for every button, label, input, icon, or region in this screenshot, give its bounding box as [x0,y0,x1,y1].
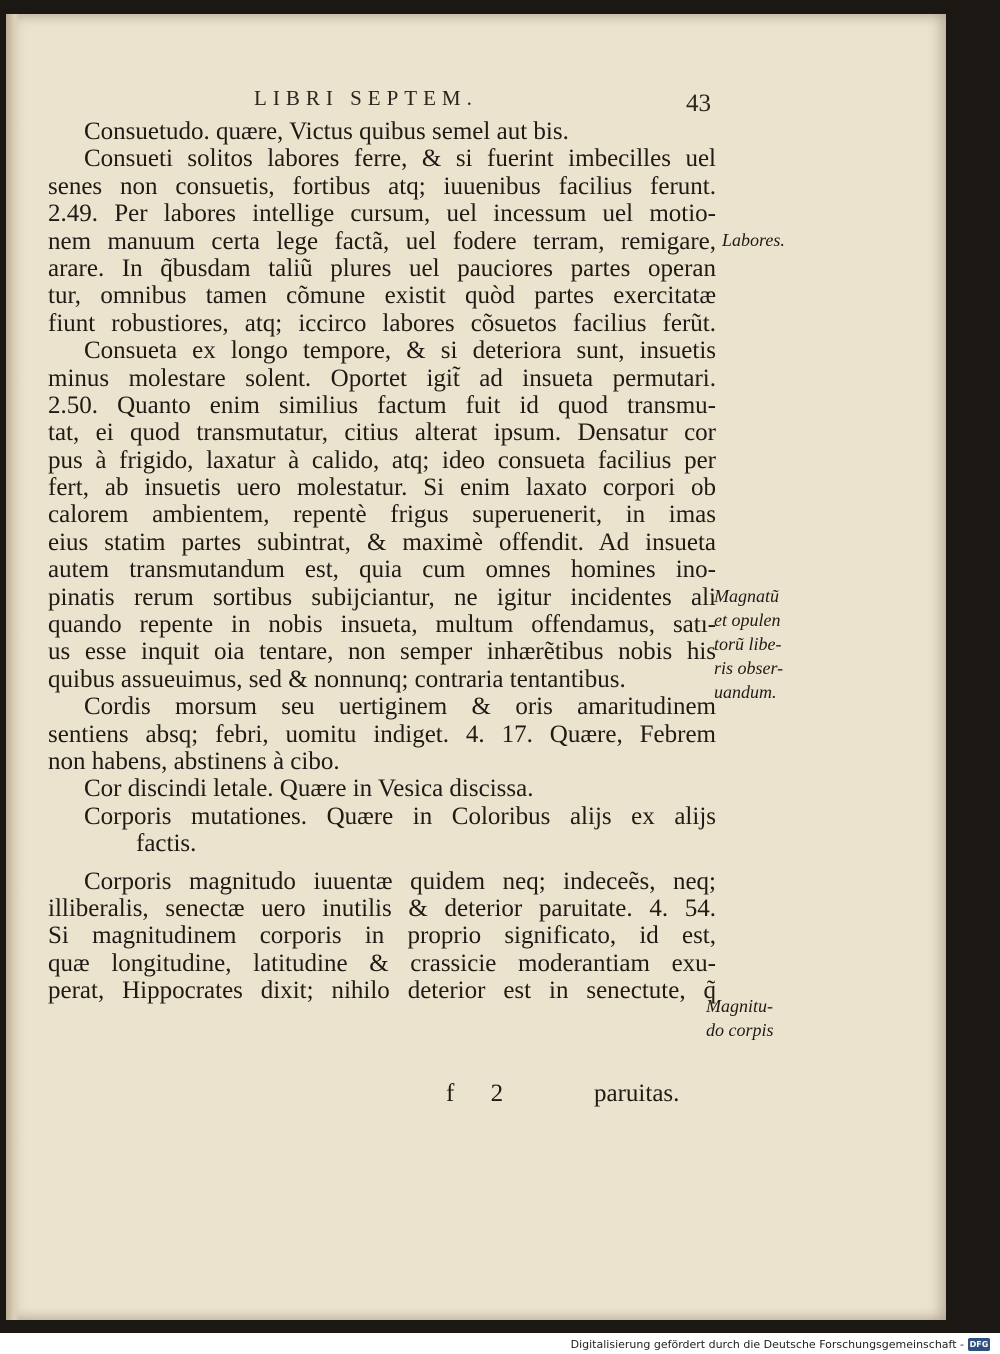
text-line: Corporis magnitudo iuuentæ quidem neq; indeceẽs, neq; [84,867,716,895]
text-line: quibus assueuimus, sed & nonnunq; contraria tentantibus. [48,665,626,693]
book-page [6,14,946,1320]
catchword: paruitas. [594,1080,680,1107]
text-line: us esse inquit oia tentare, non semper inhærẽtibus nobis his [48,638,716,666]
text-line: Consueta ex longo tempore, & si deteriora sunt, insuetis [84,337,716,365]
text-line: autem transmutandum est, quia cum omnes homines ino- [48,556,716,584]
text-line: minus molestare solent. Oportet igit̃ ad insueta permutari. [48,364,716,392]
body-text [48,118,716,1005]
text-line: Corporis mutationes. Quære in Coloribus alijs ex alijs [84,802,716,830]
signature-mark: f 2 [446,1080,504,1107]
text-line: non habens, abstinens à cibo. [48,747,340,775]
text-line: 2.50. Quanto enim similius factum fuit id quod transmu- [48,391,716,419]
text-line: perat, Hippocrates dixit; nihilo deterior est in senectute, q̃ [48,977,716,1005]
text-line: pinatis rerum sortibus subijciantur, ne igitur incidentes ali [48,583,716,611]
text-line: nem manuum certa lege factã, uel fodere terram, remigare, [48,227,716,255]
text-line: calorem ambientem, repentè frigus superuenerit, in imas [48,501,716,529]
text-line: arare. In q̃busdam taliũ plures uel pauciores partes operan [48,254,716,282]
margin-note-magnitudo [706,994,826,1042]
text-line: senes non consuetis, fortibus atq; iuuenibus facilius ferunt. [48,172,716,200]
text-line: quando repente in nobis insueta, multum offendamus, satı- [48,611,716,639]
digitization-credit [571,1336,990,1352]
margin-note-line: Labores. [722,230,785,250]
text-line: sentiens absq; febri, uomitu indiget. 4. 17. Quære, Febrem [48,720,716,748]
text-line: Si magnitudinem corporis in proprio significato, id est, [48,922,716,950]
text-line: eius statim partes subintrat, & maximè offendit. Ad insueta [48,528,716,556]
text-line: Consueti solitos labores ferre, & si fuerint imbecilles uel [84,145,716,173]
text-line: Cor discindi letale. Quære in Vesica discissa. [84,775,534,803]
running-head: LIBRI SEPTEM. [254,86,478,110]
margin-note-line: et opulen [714,610,781,630]
text-line: tur, omnibus tamen cõmune existit quòd partes exercitatæ [48,282,716,310]
page-gutter-shadow [6,14,20,1320]
credit-text: Digitalisierung gefördert durch die Deutsche Forschungsgemeinschaft - [570,1337,964,1351]
dfg-logo-icon: DFG [969,1339,989,1349]
page-header [6,76,946,116]
page-footer [6,1080,946,1110]
text-line: factis. [136,830,197,858]
text-line: tat, ei quod transmutatur, citius alterat ipsum. Densatur cor [48,419,716,447]
page-number: 43 [686,90,711,117]
text-line: Cordis morsum seu uertiginem & oris amaritudinem [84,693,716,721]
margin-note-labores [722,228,842,252]
margin-note-line: uandum. [714,682,777,702]
margin-note-line: do corpis [706,1020,774,1040]
text-line: pus à frigido, laxatur à calido, atq; ideo consueta facilius per [48,446,716,474]
text-line: quæ longitudine, latitudine & crassicie moderantiam exu- [48,949,716,977]
text-line: 2.49. Per labores intellige cursum, uel incessum uel motio- [48,200,716,228]
margin-note-line: torũ libe- [714,634,782,654]
text-line: fert, ab insuetis uero molestatur. Si enim laxato corpori ob [48,474,716,502]
margin-note-line: Magnatũ [714,586,779,606]
margin-note-line: ris obser- [714,658,784,678]
text-line: illiberalis, senectæ uero inutilis & deterior paruitate. 4. 54. [48,894,716,922]
margin-note-line: Magnitu- [706,996,773,1016]
text-line: fiunt robustiores, atq; iccirco labores cõsuetos facilius ferũt. [48,309,716,337]
margin-note-magnatum [714,584,834,704]
text-line: Consuetudo. quære, Victus quibus semel aut bis. [84,118,569,145]
